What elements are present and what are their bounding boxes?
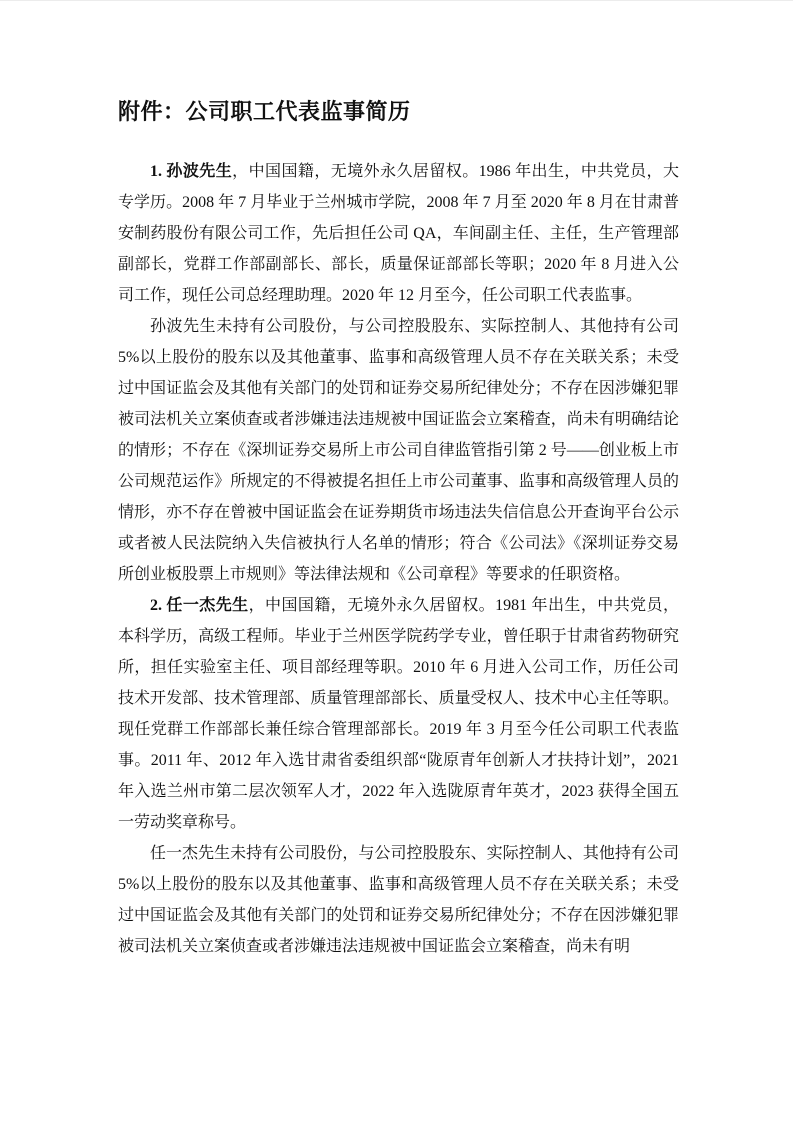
sunbo-name-lead: 1. 孙波先生: [150, 163, 233, 180]
paragraph-renyijie-intro: [118, 590, 679, 838]
renyijie-name-lead: 2. 任一杰先生: [150, 597, 249, 614]
document-title: 附件：公司职工代表监事简历: [118, 99, 411, 124]
paragraph-text: 任一杰先生未持有公司股份，与公司控股股东、实际控制人、其他持有公司 5%以上股份的股东以及其他董事、监事和高级管理人员不存在关联关系；未受过中国证监会及其他有关部门的处罚和证券交易所纪律处分；不存在因涉嫌犯罪被司法机关立案侦查或者涉嫌违法违规被中国证监会立案稽查，尚未有明: [118, 845, 679, 955]
paragraph-renyijie-compliance: [118, 838, 679, 962]
document-body: [118, 156, 679, 962]
paragraph-text: ，中国国籍，无境外永久居留权。1981 年出生，中共党员，本科学历，高级工程师。毕业于兰州医学院药学专业，曾任职于甘肃省药物研究所，担任实验室主任、项目部经理等职。2010 年 6 月进入公司工作，历任公司技术开发部、技术管理部、质量管理部部长、质量受权人、技术中心主任等职。现任党群工作部部长兼任综合管理部部长。2019 年 3 月至今任公司职工代表监事。2011 年、2012 年入选甘肃省委组织部“陇原青年创新人才扶持计划”，2021 年入选兰州市第二层次领军人才，2022 年入选陇原青年英才，2023 获得全国五一劳动奖章称号。: [118, 597, 679, 831]
paragraph-sunbo-compliance: [118, 311, 679, 590]
paragraph-text: 孙波先生未持有公司股份，与公司控股股东、实际控制人、其他持有公司5%以上股份的股东以及其他董事、监事和高级管理人员不存在关联关系；未受过中国证监会及其他有关部门的处罚和证券交易所纪律处分；不存在因涉嫌犯罪被司法机关立案侦查或者涉嫌违法违规被中国证监会立案稽查，尚未有明确结论的情形；不存在《深圳证券交易所上市公司自律监管指引第 2 号——创业板上市公司规范运作》所规定的不得被提名担任上市公司董事、监事和高级管理人员的情形，亦不存在曾被中国证监会在证券期货市场违法失信信息公开查询平台公示或者被人民法院纳入失信被执行人名单的情形；符合《公司法》《深圳证券交易所创业板股票上市规则》等法律法规和《公司章程》等要求的任职资格。: [118, 318, 679, 583]
paragraph-sunbo-intro: [118, 156, 679, 311]
paragraph-text: ，中国国籍，无境外永久居留权。1986 年出生，中共党员，大专学历。2008 年 7 月毕业于兰州城市学院，2008 年 7 月至 2020 年 8 月在甘肃普安制药股份有限公司工作，先后担任公司 QA，车间副主任、主任，生产管理部副部长，党群工作部副部长、部长，质量保证部部长等职；2020 年 8 月进入公司工作，现任公司总经理助理。2020 年 12 月至今，任公司职工代表监事。: [118, 163, 679, 304]
